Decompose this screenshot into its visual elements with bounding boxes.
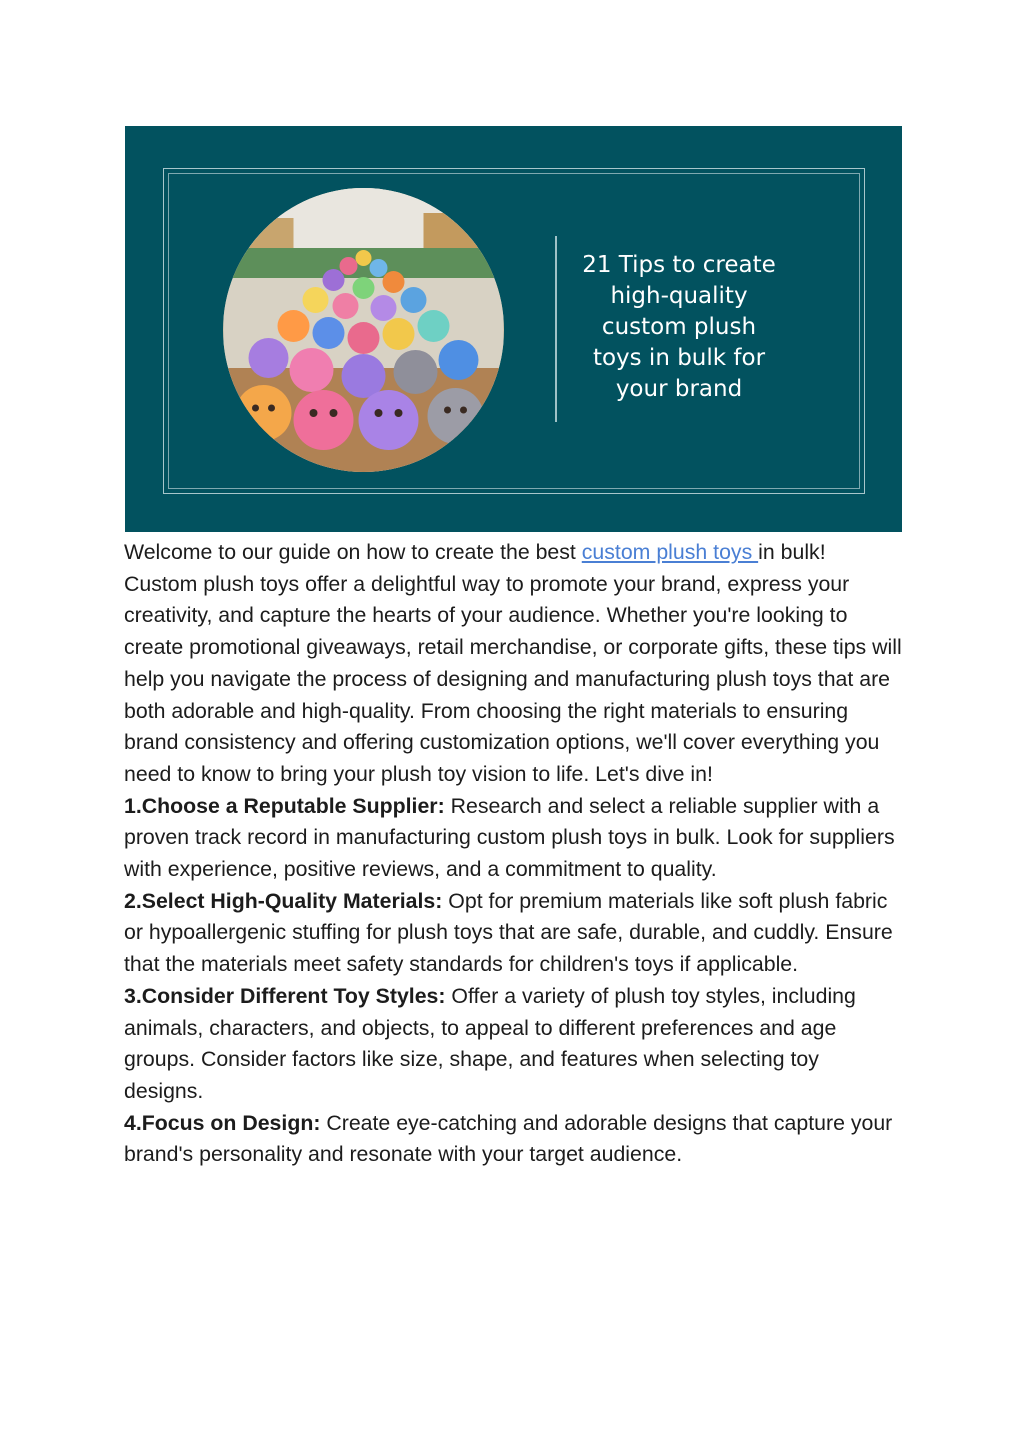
tip-title: 4.Focus on Design: bbox=[124, 1110, 321, 1135]
tip-title: 3.Consider Different Toy Styles: bbox=[124, 983, 446, 1008]
tip-text: Research and select a reliable supplier with a proven track record in manufacturing custom plush toys in bulk. Look for suppliers with experience, positive reviews, and a commitment to quality. bbox=[124, 793, 895, 882]
plush-toys-factory-photo bbox=[223, 188, 504, 472]
tip-paragraph bbox=[124, 981, 904, 1108]
tip-paragraph bbox=[124, 1108, 904, 1171]
article-body bbox=[124, 537, 904, 1171]
intro-text-after: in bulk! Custom plush toys offer a delightful way to promote your brand, express your creativity, and capture the hearts of your audience. Whether you're looking to create promotional giveaways, retail merchandise, or corporate gifts, these tips will help you navigate the process of designing and manufacturing plush toys that are both adorable and high-quality. From choosing the right materials to ensuring brand consistency and offering customization options, we'll cover everything you need to know to bring your plush toy vision to life. Let's dive in! bbox=[124, 540, 902, 786]
tip-text: Opt for premium materials like soft plush fabric or hypoallergenic stuffing for plush toys that are safe, durable, and cuddly. Ensure that the materials meet safety standards for children's toys if applicable. bbox=[124, 888, 893, 977]
tip-title: 2.Select High-Quality Materials: bbox=[124, 888, 443, 913]
custom-plush-toys-link[interactable]: custom plush toys bbox=[581, 540, 759, 564]
intro-paragraph bbox=[124, 537, 904, 791]
intro-text-before: Welcome to our guide on how to create the best bbox=[124, 540, 582, 564]
banner-divider bbox=[555, 236, 557, 422]
tip-title: 1.Choose a Reputable Supplier: bbox=[124, 793, 445, 818]
tip-paragraph bbox=[124, 886, 904, 981]
tip-paragraph bbox=[124, 791, 904, 886]
hero-banner bbox=[125, 126, 902, 532]
tip-text: Create eye-catching and adorable designs that capture your brand's personality and resonate with your target audience. bbox=[124, 1110, 893, 1167]
tip-text: Offer a variety of plush toy styles, including animals, characters, and objects, to appeal to different preferences and age groups. Consider factors like size, shape, and features when selecting toy designs. bbox=[124, 983, 856, 1103]
banner-title: 21 Tips to create high-quality custom plush toys in bulk for your brand bbox=[582, 252, 776, 402]
